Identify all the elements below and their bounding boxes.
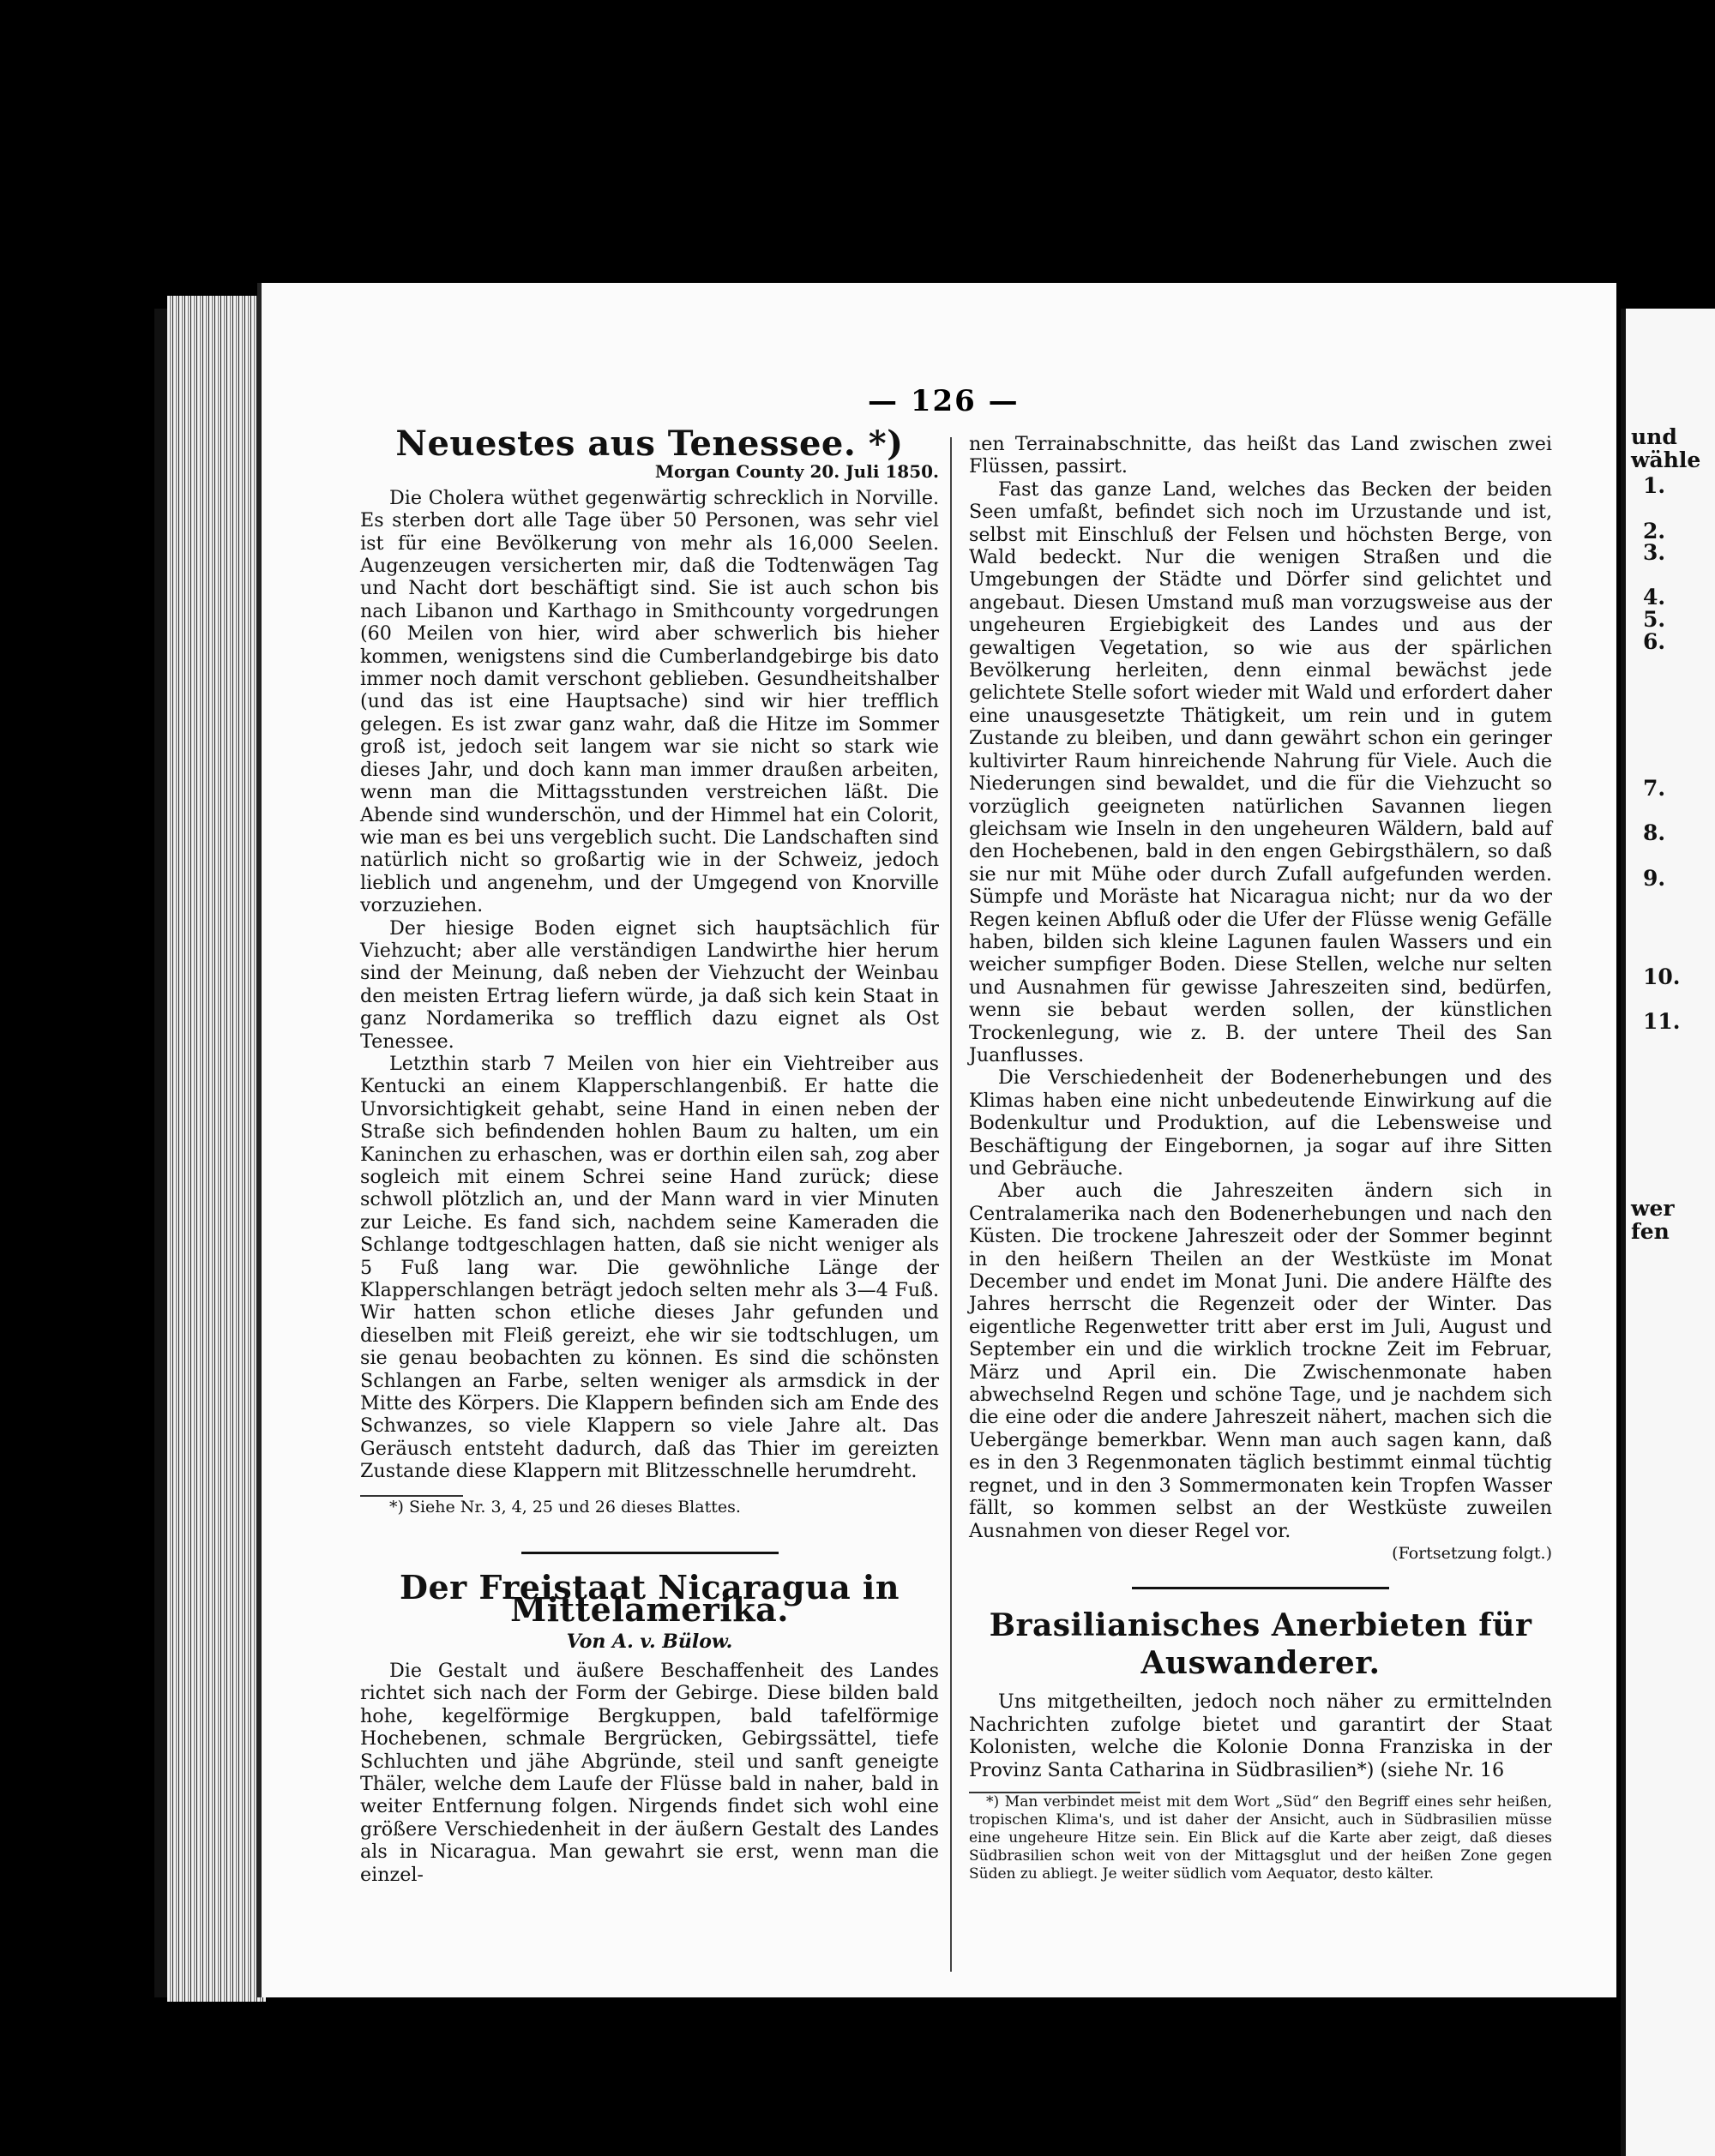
list-number: 8. [1643,820,1666,845]
list-number: 3. [1643,540,1666,565]
fragment-text: fen [1631,1219,1670,1244]
column-separator [950,437,952,1972]
footnote: *) Siehe Nr. 3, 4, 25 und 26 dieses Blattes. [389,1497,741,1516]
paragraph: Die Verschiedenheit der Bodenerhebungen und des Klimas haben eine nicht unbedeutende Einwirkung auf die Bodenkultur und Produktion, auf die Lebensweise und Beschäftigung der Eingebornen, ja sogar auf ihre Sitten und Gebräuche. [969,1066,1552,1180]
list-number: 9. [1643,866,1666,891]
fragment-text: und [1631,424,1677,449]
paragraph: Letzthin starb 7 Meilen von hier ein Viehtreiber aus Kentucki an einem Klapperschlangenbiß. Er hatte die Unvorsichtigkeit gehabt, seine Hand in einen neben der Straße sich befindenden hohlen Baum zu halten, um ein Kaninchen zu erhaschen, was er dorthin eilen sah, zog aber sogleich mit einem Schrei seine Hand zurück; diese schwoll plötzlich an, und der Mann ward in vier Minuten zur Leiche. Es fand sich, nachdem seine Kameraden die Schlange todtgeschlagen hatten, daß sie nicht weniger als 5 Fuß lang war. Die gewöhnliche Länge der Klapperschlangen beträgt jedoch selten mehr als 3—4 Fuß. Wir hatten schon etliche dieses Jahr gefunden und dieselben mit Fleiß gereizt, ehe wir sie todtschlugen, um sie genau beobachten zu können. Es sind die schönsten Schlangen an Farbe, selten weniger als armsdick in der Mitte des Körpers. Die Klappern befinden sich am Ende des Schwanzes, so viele Klappern so viele Jahre alt. Das Geräusch entsteht dadurch, daß das Thier im gereizten Zustande diese Klappern mit Blitzesschnelle herumdreht. [360,1052,939,1483]
paragraph: Der hiesige Boden eignet sich hauptsächlich für Viehzucht; aber alle verständigen Landwirthe hier herum sind der Meinung, daß neben der Viehzucht der Weinbau den meisten Ertrag liefern würde, ja daß sich kein Staat in ganz Nordamerika so trefflich dazu eignet als Ost Tenessee. [360,916,939,1053]
fragment-text: wähle [1631,447,1701,472]
article-title-brazil: Brasilianisches Anerbieten für Auswanderer. [989,1607,1532,1682]
section-divider [521,1552,779,1554]
right-column [969,433,1552,1883]
list-number: 4. [1643,585,1666,610]
footnote [969,1793,1552,1883]
list-number: 2. [1643,519,1666,544]
continuation-note: (Fortsetzung folgt.) [1392,1543,1552,1563]
dateline: Morgan County 20. Juli 1850. [654,461,939,483]
paragraph: Fast das ganze Land, welches das Becken der beiden Seen umfaßt, befindet sich noch im Urzustande und ist, selbst mit Einschluß der Felsen und höchsten Berge, von Wald bedeckt. Nur die wenigen Straßen und die Umgebungen der Städte und Dörfer sind gelichtet und angebaut. Diesen Umstand muß man vorzugsweise aus der ungeheuren Ergiebigkeit des Landes und aus der gewaltigen Vegetation, so wie aus der spärlichen Bevölkerung herleiten, denn einmal bewächst jede gelichtete Stelle sofort wieder mit Wald und erfordert daher eine unausgesetzte Thätigkeit, um rein und in gutem Zustande zu bleiben, und dann gewährt schon ein geringer kultivirter Raum hinreichende Nahrung für Viele. Auch die Niederungen sind bewaldet, und die für die Viehzucht so vorzüglich geeigneten natürlichen Savannen liegen gleichsam wie Inseln in den ungeheuren Wäldern, bald auf den Hochebenen, bald in den engen Gebirgsthälern, so daß sie nur mit Mühe oder durch Zufall aufgefunden werden. Sümpfe und Moräste hat Nicaragua nicht; nur da wo der Regen keinen Abfluß oder die Ufer der Flüsse wenig Gefälle haben, bilden sich kleine Lagunen faulen Wassers und ein weicher sumpfiger Boden. Diese Stellen, welche nur selten und Ausnahmen für gewisse Jahreszeiten sind, bedürfen, wenn sie bebaut werden sollen, der künstlichen Trockenlegung, wie z. B. der untere Theil des San Juanflusses. [969,477,1552,1066]
paragraph: Die Gestalt und äußere Beschaffenheit des Landes richtet sich nach der Form der Gebirge. Diese bilden bald hohe, kegelförmige Bergkuppen, bald tafelförmige Hochebenen, schmale Bergrücken, Gebirgssättel, tiefe Schluchten und jähe Abgründe, steil und sanft geneigte Thäler, welche dem Laufe der Flüsse bald in naher, bald in weiter Entfernung folgen. Nirgends findet sich wohl eine größere Verschiedenheit in der äußern Gestalt des Landes als in Nicaragua. Man gewahrt sie erst, wenn man die einzel- [360,1659,939,1886]
byline: Von A. v. Bülow. [566,1630,733,1653]
list-number: 1. [1643,473,1666,498]
page-edges [167,296,266,2002]
article-title-nicaragua: Der Freistaat Nicaragua in Mittelamerika. [400,1567,900,1630]
adjacent-page [1621,309,1715,2156]
article-title-tennessee: Neuestes aus Tenessee. *) [395,423,904,464]
list-number: 5. [1643,607,1666,632]
page-number: — 126 — [868,384,1020,418]
left-column [360,423,939,1886]
paragraph: Die Cholera wüthet gegenwärtig schrecklich in Norville. Es sterben dort alle Tage über 50 Personen, was sehr viel ist für eine Bevölkerung von mehr als 16,000 Seelen. Augenzeugen versicherten mir, daß die Todtenwägen Tag und Nacht dort beschäftigt sind. Sie ist auch schon bis nach Libanon und Karthago in Smithcounty vorgedrungen (60 Meilen von hier, wird aber schwerlich bis hieher kommen, wenigstens sind die Cumberlandgebirge bis dato immer noch damit verschont geblieben. Gesundheitshalber (und das ist eine Hauptsache) sind wir hier trefflich gelegen. Es ist zwar ganz wahr, daß die Hitze im Sommer groß ist, jedoch seit langem war sie nicht so stark wie dieses Jahr, und doch kann man immer draußen arbeiten, wenn man die Mittagsstunden verstreichen läßt. Die Abende sind wunderschön, und der Himmel hat ein Colorit, wie man es bei uns vergeblich sucht. Die Landschaften sind natürlich nicht so großartig wie in der Schweiz, jedoch lieblich und angenehm, und der Umgegend von Knorville vorzuziehen. [360,486,939,917]
list-number: 7. [1643,776,1666,801]
fragment-text: wer [1631,1196,1675,1221]
list-number: 11. [1643,1009,1681,1034]
paragraph: nen Terrainabschnitte, das heißt das Land zwischen zwei Flüssen, passirt. [969,433,1552,478]
section-divider [1132,1587,1389,1589]
paragraph: Uns mitgetheilten, jedoch noch näher zu ermittelnden Nachrichten zufolge bietet und garantirt der Staat Kolonisten, welche die Kolonie Donna Franziska in der Provinz Santa Catharina in Südbrasilien*) (siehe Nr. 16 [969,1691,1552,1781]
list-number: 6. [1643,629,1666,654]
paragraph: Aber auch die Jahreszeiten ändern sich in Centralamerika nach den Bodenerhebungen und nach den Küsten. Die trockene Jahreszeit oder der Sommer beginnt in den heißern Theilen an der Westküste im Monat December und endet im Monat Juni. Die andere Hälfte des Jahres herrscht die Regenzeit oder der Winter. Das eigentliche Regenwetter tritt aber erst im Juli, August und September ein und die wirklich trockne Zeit im Februar, März und April ein. Die Zwischenmonate haben abwechselnd Regen und schöne Tage, und je nachdem sich die eine oder die andere Jahreszeit nähert, machen sich die Uebergänge bemerkbar. Wenn man auch sagen kann, daß es in den 3 Regenmonaten täglich bestimmt einmal tüchtig regnet, und in den 3 Sommermonaten kein Tropfen Wasser fällt, so kommen selbst an der Westküste zuweilen Ausnahmen von dieser Regel vor. [969,1180,1552,1542]
footnote-text: *) Man verbindet meist mit dem Wort „Süd“ den Begriff eines sehr heißen, tropischen Klima's, und ist daher der Ansicht, auch in Südbrasilien müsse eine ungeheure Hitze sein. Ein Blick auf die Karte aber zeigt, daß dieses Südbrasilien schon weit von der Mittagsglut und der heißen Zone gegen Süden zu abliegt. Je weiter südlich vom Aequator, desto kälter. [969,1793,1552,1883]
list-number: 10. [1643,964,1681,989]
